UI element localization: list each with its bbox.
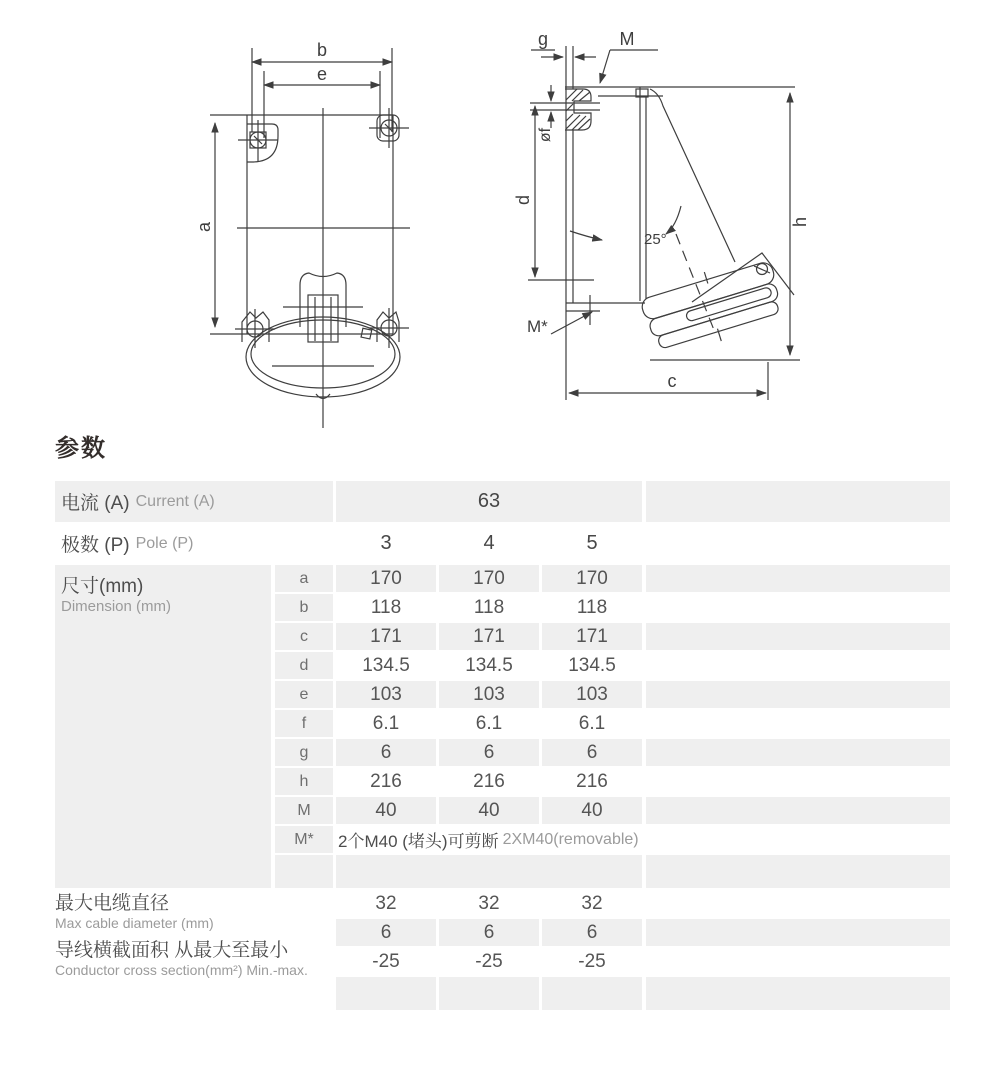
dim-value: 170 bbox=[336, 565, 436, 592]
dim-label-M: M bbox=[619, 29, 635, 49]
pole-value: 3 bbox=[380, 532, 392, 554]
dim-label-h: h bbox=[790, 216, 810, 228]
bottom-empty-row bbox=[55, 977, 950, 1010]
conductor-min-value: 6 bbox=[336, 919, 436, 946]
dim-value: 134.5 bbox=[362, 654, 410, 676]
conductor-max-value: -25 bbox=[372, 950, 400, 972]
dim-value: 103 bbox=[542, 681, 642, 708]
dim-value: 6.1 bbox=[372, 712, 400, 734]
dim-label-a: a bbox=[194, 221, 214, 233]
dim-label-e: e bbox=[316, 64, 328, 84]
max-cable-label bbox=[55, 888, 214, 931]
dimension-label-en: Dimension (mm) bbox=[61, 598, 172, 615]
dim-value: 134.5 bbox=[465, 654, 513, 676]
mstar-note bbox=[336, 826, 642, 853]
current-right-cell bbox=[646, 481, 950, 522]
dim-key: h bbox=[275, 768, 333, 795]
conductor-label-zh: 导线横截面积 从最大至最小 bbox=[55, 940, 289, 961]
dim-key: a bbox=[275, 565, 333, 592]
dim-key: e bbox=[275, 681, 333, 708]
dim-row-e bbox=[275, 681, 950, 708]
current-label-en: Current (A) bbox=[135, 492, 215, 510]
dim-label-c: c bbox=[667, 371, 677, 391]
max-cable-value: 32 bbox=[581, 892, 603, 914]
max-cable-value: 32 bbox=[478, 892, 500, 914]
pole-row bbox=[55, 524, 950, 563]
dim-key: f bbox=[275, 710, 333, 737]
dim-value: 40 bbox=[439, 797, 539, 824]
dim-row-b bbox=[275, 594, 950, 621]
max-cable-value: 32 bbox=[375, 892, 397, 914]
dim-key: c bbox=[275, 623, 333, 650]
pole-label-cell bbox=[55, 524, 333, 563]
dim-value: 171 bbox=[542, 623, 642, 650]
dim-value: 216 bbox=[370, 770, 402, 792]
dim-row-Mstar bbox=[275, 826, 950, 853]
dimension-section bbox=[55, 565, 950, 890]
mstar-note-zh: 2个M40 (堵头)可剪断 bbox=[338, 832, 499, 851]
angle-label: 25° bbox=[644, 231, 667, 248]
dim-value: 134.5 bbox=[568, 654, 616, 676]
dim-value: 6.1 bbox=[475, 712, 503, 734]
current-label-zh: 电流 (A) bbox=[61, 493, 130, 514]
dim-value: 40 bbox=[542, 797, 642, 824]
mstar-note-en: 2XM40(removable) bbox=[502, 830, 639, 848]
dim-row-d bbox=[275, 652, 950, 679]
dim-label-b: b bbox=[316, 40, 328, 60]
dim-row-c bbox=[275, 623, 950, 650]
dim-label-g: g bbox=[537, 29, 549, 49]
dim-label-Mstar: M* bbox=[527, 317, 548, 336]
max-cable-label-en: Max cable diameter (mm) bbox=[55, 915, 214, 931]
dim-value: 118 bbox=[576, 596, 608, 618]
pole-right-cell bbox=[646, 524, 950, 563]
dim-row-M bbox=[275, 797, 950, 824]
dim-key: M* bbox=[275, 826, 333, 853]
dim-row-g bbox=[275, 739, 950, 766]
pole-value: 4 bbox=[483, 532, 495, 554]
dim-value: 6.1 bbox=[578, 712, 606, 734]
conductor-label bbox=[55, 935, 308, 978]
dim-row-h bbox=[275, 768, 950, 795]
dim-value: 171 bbox=[439, 623, 539, 650]
dim-key: g bbox=[275, 739, 333, 766]
conductor-min-value: 6 bbox=[439, 919, 539, 946]
dim-value: 170 bbox=[439, 565, 539, 592]
dim-value: 40 bbox=[336, 797, 436, 824]
dim-label-d: d bbox=[513, 194, 533, 206]
conductor-max-value: -25 bbox=[475, 950, 503, 972]
dim-key: d bbox=[275, 652, 333, 679]
pole-label-en: Pole (P) bbox=[135, 534, 194, 552]
dim-value: 103 bbox=[336, 681, 436, 708]
conductor-min-value: 6 bbox=[542, 919, 642, 946]
dim-value: 6 bbox=[542, 739, 642, 766]
dim-value: 216 bbox=[576, 770, 608, 792]
technical-drawings bbox=[0, 0, 1001, 445]
current-value: 63 bbox=[336, 481, 642, 522]
conductor-max-value: -25 bbox=[578, 950, 606, 972]
conductor-label-en: Conductor cross section(mm²) Min.-max. bbox=[55, 962, 308, 978]
dimension-label-cell bbox=[55, 565, 271, 888]
dim-key: b bbox=[275, 594, 333, 621]
dim-row-f bbox=[275, 710, 950, 737]
dim-value: 103 bbox=[439, 681, 539, 708]
current-row bbox=[55, 481, 950, 522]
front-view-drawing bbox=[194, 40, 410, 428]
dim-value: 118 bbox=[473, 596, 505, 618]
current-label-cell bbox=[55, 481, 333, 522]
pole-value: 5 bbox=[586, 532, 598, 554]
dim-row-a bbox=[275, 565, 950, 592]
dim-value: 171 bbox=[336, 623, 436, 650]
dim-key: M bbox=[275, 797, 333, 824]
dim-empty-row bbox=[275, 855, 950, 888]
dimension-label-zh: 尺寸(mm) bbox=[61, 576, 144, 597]
max-cable-label-zh: 最大电缆直径 bbox=[55, 893, 170, 914]
pole-label-zh: 极数 (P) bbox=[61, 535, 130, 556]
dim-value: 6 bbox=[336, 739, 436, 766]
dim-value: 170 bbox=[542, 565, 642, 592]
section-title: 参数 bbox=[55, 435, 107, 462]
dim-label-f: øf bbox=[537, 127, 554, 143]
side-view-drawing bbox=[513, 29, 810, 400]
dim-value: 118 bbox=[370, 596, 402, 618]
dim-value: 216 bbox=[473, 770, 505, 792]
parameter-table bbox=[55, 481, 950, 1012]
dim-value: 6 bbox=[439, 739, 539, 766]
